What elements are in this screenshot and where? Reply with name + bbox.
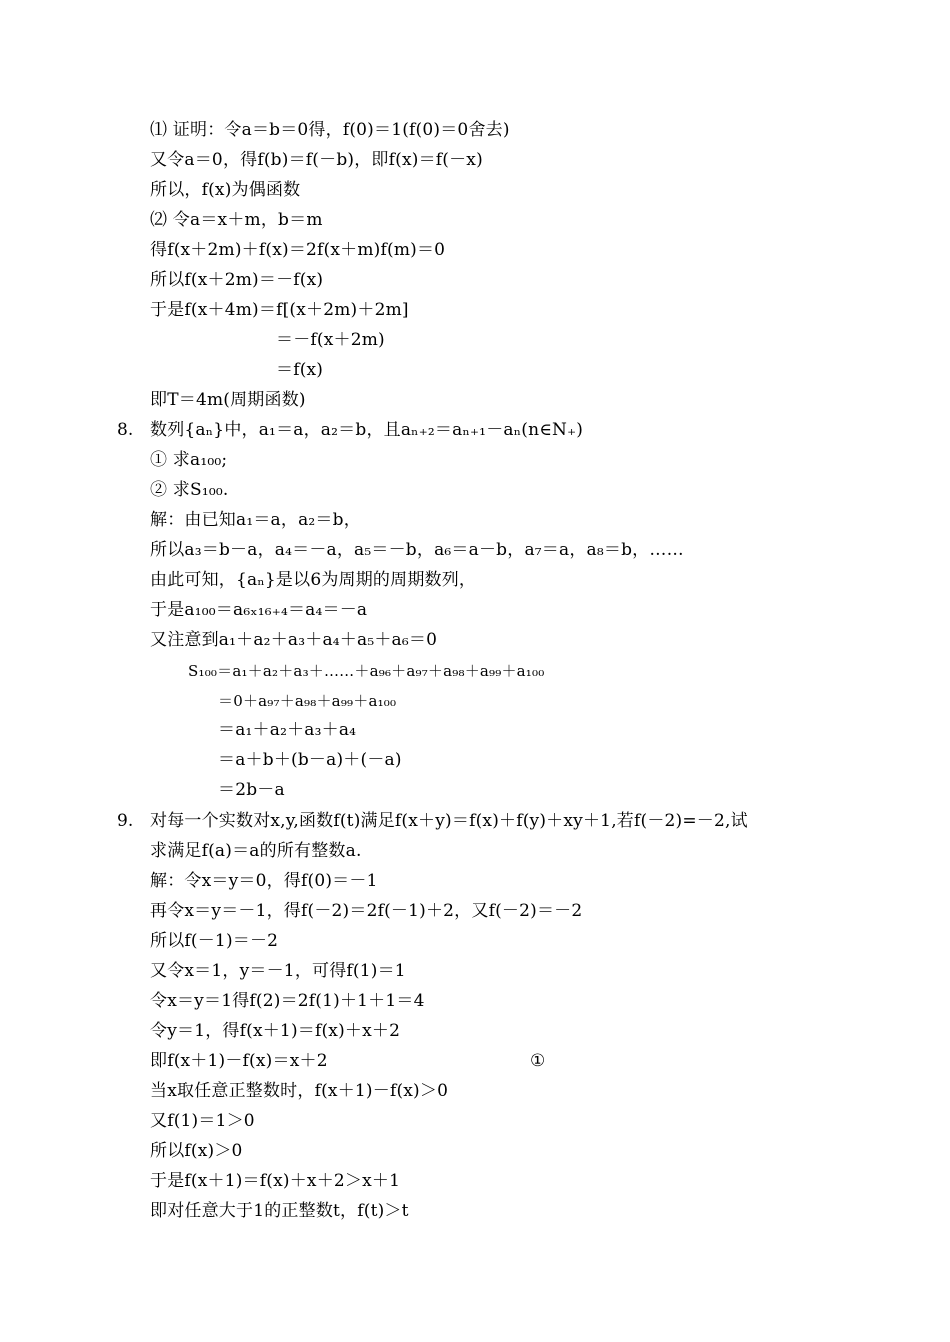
- proof-line-9: ＝f(x): [276, 360, 324, 380]
- q9-solution-9: 又f(1)＝1＞0: [150, 1111, 255, 1131]
- q8-sum-4: ＝a＋b＋(b－a)＋(－a): [218, 750, 402, 770]
- q9-solution-6: 令y＝1，得f(x＋1)＝f(x)＋x＋2: [150, 1021, 401, 1041]
- q9-solution-10: 所以f(x)＞0: [150, 1141, 243, 1161]
- proof-line-5: 得f(x＋2m)＋f(x)＝2f(x＋m)f(m)＝0: [150, 240, 446, 260]
- question-9-text-1: 对每一个实数对x,y,函数f(t)满足f(x＋y)＝f(x)＋f(y)＋xy＋1,若f(－2)=－2,试: [150, 811, 748, 831]
- proof-line-6: 所以f(x＋2m)＝－f(x): [150, 270, 324, 290]
- proof-line-3: 所以，f(x)为偶函数: [150, 180, 301, 200]
- proof-line-4: ⑵ 令a＝x＋m，b＝m: [150, 210, 323, 230]
- q8-part-1: ① 求a₁₀₀;: [150, 450, 228, 470]
- q8-solution-3: 由此可知，{aₙ}是以6为周期的周期数列，: [150, 570, 477, 590]
- q9-solution-11: 于是f(x＋1)＝f(x)＋x＋2＞x＋1: [150, 1171, 401, 1191]
- question-8-text: 数列{aₙ}中，a₁＝a，a₂＝b，且aₙ₊₂＝aₙ₊₁－aₙ(n∈N₊): [150, 420, 584, 440]
- q8-solution-1: 解：由已知a₁＝a，a₂＝b，: [150, 510, 361, 530]
- q8-part-2: ② 求S₁₀₀.: [150, 480, 229, 500]
- proof-line-2: 又令a＝0，得f(b)＝f(－b)，即f(x)＝f(－x): [150, 150, 483, 170]
- q8-sum-5: ＝2b－a: [218, 780, 285, 800]
- proof-line-7: 于是f(x＋4m)＝f[(x＋2m)＋2m]: [150, 300, 409, 320]
- q9-solution-7: 即f(x＋1)－f(x)＝x＋2: [150, 1051, 328, 1071]
- q9-solution-4: 又令x＝1，y＝－1，可得f(1)＝1: [150, 961, 406, 981]
- question-9-text-2: 求满足f(a)＝a的所有整数a.: [150, 841, 362, 861]
- q9-solution-8: 当x取任意正整数时，f(x＋1)－f(x)＞0: [150, 1081, 449, 1101]
- question-8-number: 8.: [117, 420, 134, 440]
- q9-solution-3: 所以f(－1)＝－2: [150, 931, 279, 951]
- q9-solution-1: 解：令x＝y＝0，得f(0)＝－1: [150, 871, 378, 891]
- question-9-number: 9.: [117, 811, 134, 831]
- q8-solution-2: 所以a₃＝b－a，a₄＝－a，a₅＝－b，a₆＝a－b，a₇＝a，a₈＝b，……: [150, 540, 684, 560]
- q9-solution-12: 即对任意大于1的正整数t，f(t)＞t: [150, 1201, 409, 1221]
- q8-solution-5: 又注意到a₁＋a₂＋a₃＋a₄＋a₅＋a₆＝0: [150, 630, 438, 650]
- q8-sum-3: ＝a₁＋a₂＋a₃＋a₄: [218, 720, 357, 740]
- q8-sum-2: ＝0＋a₉₇＋a₉₈＋a₉₉＋a₁₀₀: [218, 692, 397, 710]
- q8-solution-4: 于是a₁₀₀＝a₆ₓ₁₆₊₄＝a₄＝－a: [150, 600, 368, 620]
- proof-line-8: ＝－f(x＋2m): [276, 330, 385, 350]
- proof-line-10: 即T＝4m(周期函数): [150, 390, 306, 410]
- q9-solution-5: 令x＝y＝1得f(2)＝2f(1)＋1＋1＝4: [150, 991, 425, 1011]
- q8-sum-1: S₁₀₀＝a₁＋a₂＋a₃＋……＋a₉₆＋a₉₇＋a₉₈＋a₉₉＋a₁₀₀: [188, 662, 545, 680]
- q9-solution-2: 再令x＝y＝－1，得f(－2)＝2f(－1)＋2，又f(－2)＝－2: [150, 901, 583, 921]
- proof-line-1: ⑴ 证明：令a＝b＝0得，f(0)＝1(f(0)＝0舍去): [150, 120, 510, 140]
- equation-marker: ①: [530, 1051, 546, 1071]
